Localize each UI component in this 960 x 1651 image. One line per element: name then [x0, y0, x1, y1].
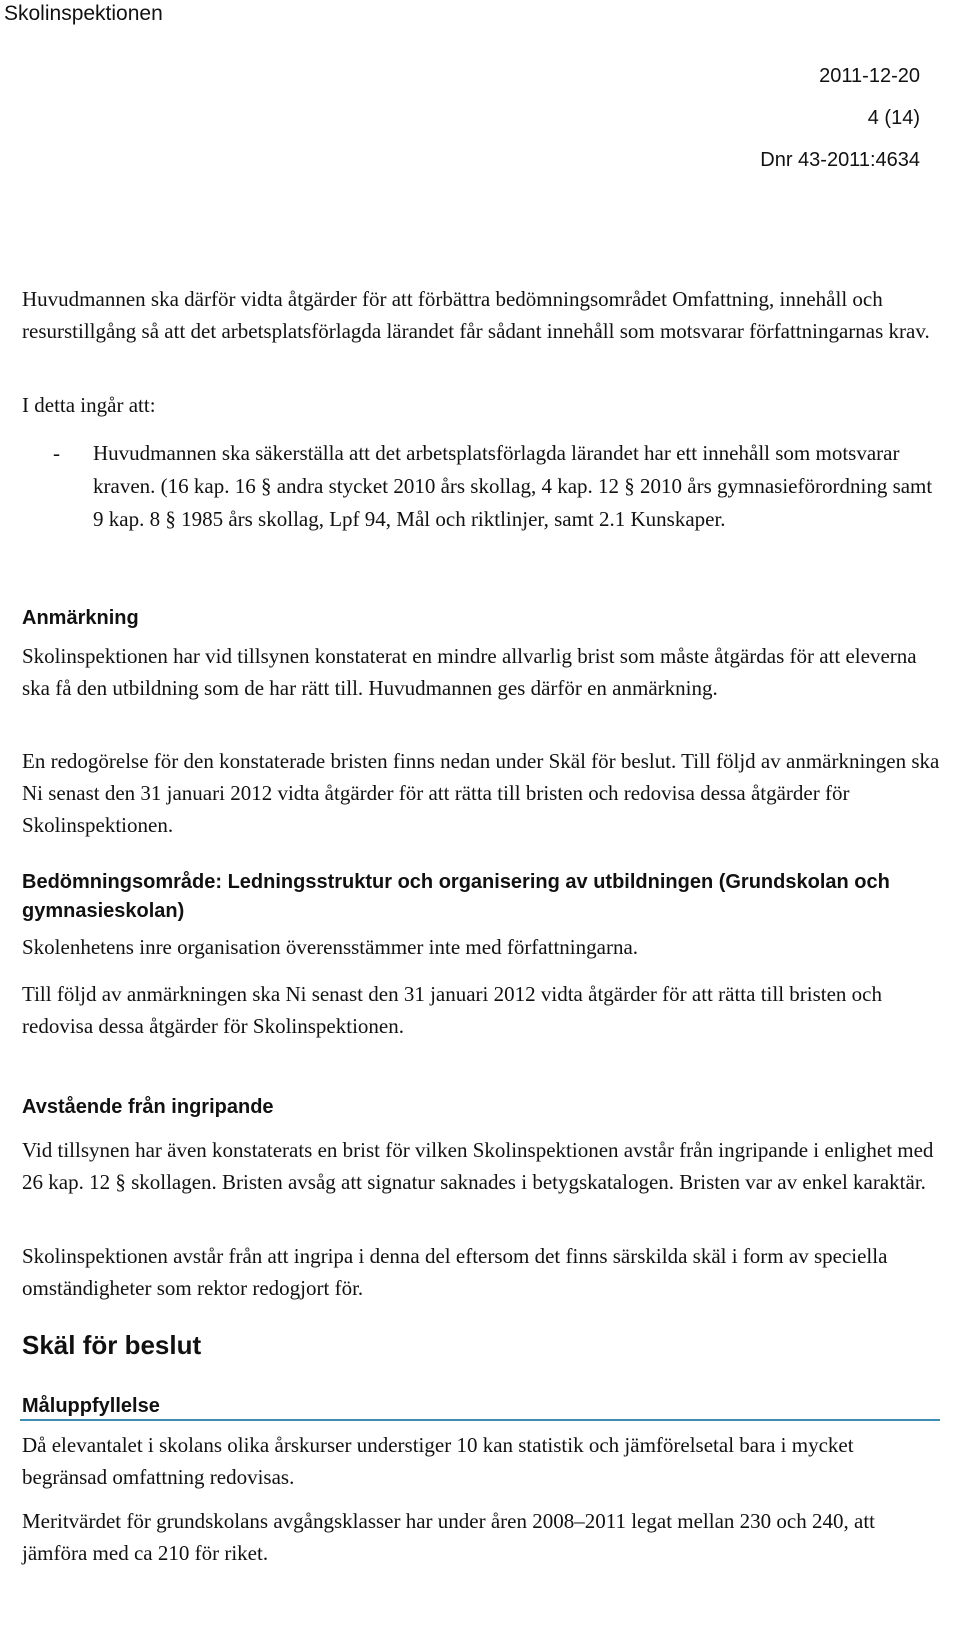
skal-paragraph-2: Meritvärdet för grundskolans avgångsklasser har under åren 2008–2011 legat mellan 230 och 240, att jämföra med ca 210 för riket. — [22, 1509, 875, 1565]
intro-paragraph: Huvudmannen ska därför vidta åtgärder för att förbättra bedömningsområdet Omfattning, innehåll och resurstillgång så att det arbetsplatsförlagda lärandet får sådant innehåll som motsvarar författningarnas krav. — [22, 287, 930, 343]
section-heading-avstaende: Avstående från ingripande — [22, 1096, 274, 1118]
bullet-item: Huvudmannen ska säkerställa att det arbetsplatsförlagda lärandet har ett innehåll som motsvarar kraven. (16 kap. 16 § andra stycket 2010 års skollag, 4 kap. 12 § 2010 års gymnasieförordning samt 9 kap. 8 § 1985 års skollag, Lpf 94, Mål och riktlinjer, samt 2.1 Kunskaper. — [93, 441, 933, 531]
ledning-paragraph-2: Till följd av anmärkningen ska Ni senast den 31 januari 2012 vidta åtgärder för att rätta till bristen och redovisa dessa åtgärder för Skolinspektionen. — [22, 982, 883, 1038]
section-heading-skal: Skäl för beslut — [22, 1330, 202, 1360]
section-heading-ledning: Bedömningsområde: Ledningsstruktur och organisering av utbildningen (Grundskolan och gymnasieskolan) — [22, 871, 890, 922]
skal-paragraph-1: Då elevantalet i skolans olika årskurser understiger 10 kan statistik och jämförelsetal bara i mycket begränsad omfattning redovisas. — [22, 1433, 854, 1489]
avstaende-paragraph-1: Vid tillsynen har även konstaterats en brist för vilken Skolinspektionen avstår från ingripande i enlighet med 26 kap. 12 § skollagen. Bristen avsåg att signatur saknades i betygskatalogen. Bristen var av enkel karaktär. — [22, 1138, 934, 1194]
anmarkning-paragraph-2: En redogörelse för den konstaterade bristen finns nedan under Skäl för beslut. Till följd av anmärkningen ska Ni senast den 31 januari 2012 vidta åtgärder för att rätta till bristen och redovisa dessa åtgärder för Skolinspektionen. — [22, 749, 940, 837]
diary-number: Dnr 43-2011:4634 — [760, 149, 920, 171]
subheading-maluppfyllelse: Måluppfyllelse — [22, 1395, 160, 1417]
anmarkning-paragraph-1: Skolinspektionen har vid tillsynen konstaterat en mindre allvarlig brist som måste åtgärdas för att eleverna ska få den utbildning som de har rätt till. Huvudmannen ges därför en anmärkning. — [22, 644, 917, 700]
page-number: 4 (14) — [867, 107, 920, 129]
organization-name: Skolinspektionen — [4, 2, 163, 25]
includes-label: I detta ingår att: — [22, 393, 156, 417]
ledning-paragraph-1: Skolenhetens inre organisation överensstämmer inte med författningarna. — [22, 935, 639, 959]
document-date: 2011-12-20 — [819, 65, 920, 87]
avstaende-paragraph-2: Skolinspektionen avstår från att ingripa i denna del eftersom det finns särskilda skäl i form av speciella omständigheter som rektor redogjort för. — [22, 1244, 888, 1300]
bullet-marker: - — [53, 441, 60, 465]
section-heading-anmarkning: Anmärkning — [22, 607, 139, 629]
